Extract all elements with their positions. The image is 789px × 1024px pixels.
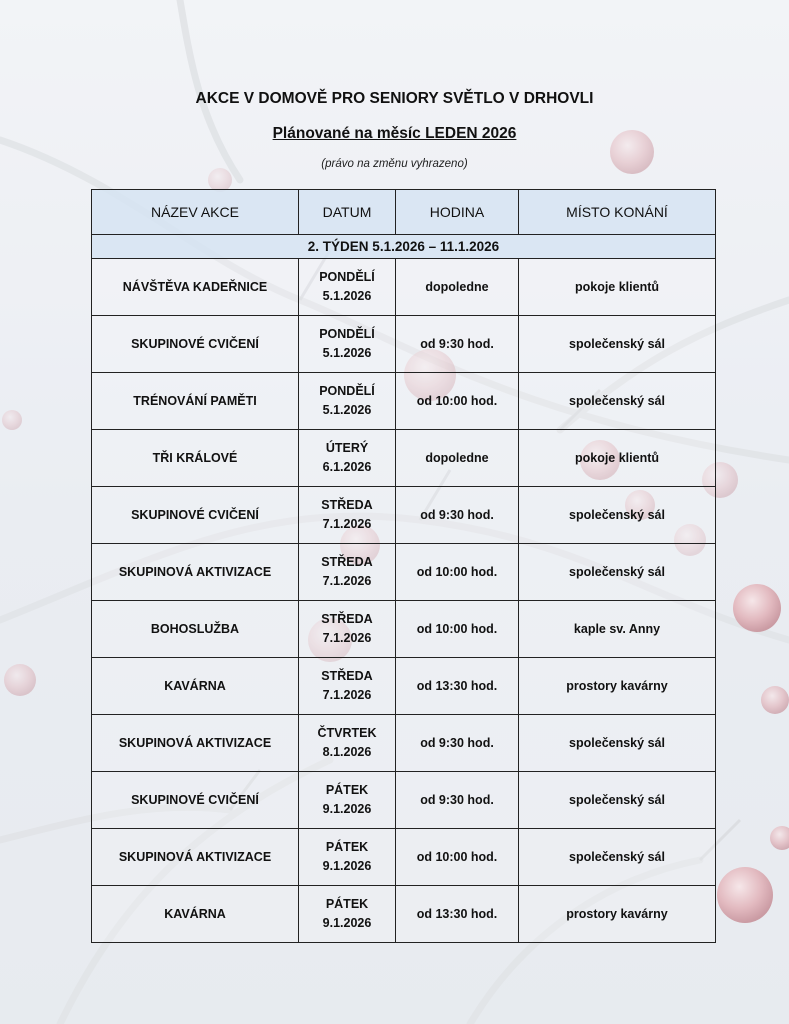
event-day: PÁTEK xyxy=(325,783,369,797)
event-date-value: 6.1.2026 xyxy=(322,460,372,474)
disclaimer-note: (právo na změnu vyhrazeno) xyxy=(321,158,468,170)
event-time: od 10:00 hod. xyxy=(396,544,519,601)
event-day: STŘEDA xyxy=(321,555,373,569)
event-place: společenský sál xyxy=(519,715,716,772)
event-time: od 9:30 hod. xyxy=(396,316,519,373)
event-date-value: 8.1.2026 xyxy=(322,745,372,759)
event-name: SKUPINOVÉ CVIČENÍ xyxy=(92,316,299,373)
event-time: od 9:30 hod. xyxy=(396,772,519,829)
event-day: PÁTEK xyxy=(325,897,369,911)
table-row xyxy=(92,772,716,829)
event-day: STŘEDA xyxy=(321,669,373,683)
column-header-time: HODINA xyxy=(396,190,519,235)
event-name: NÁVŠTĚVA KADEŘNICE xyxy=(92,259,299,316)
event-day: STŘEDA xyxy=(321,498,373,512)
event-place: společenský sál xyxy=(519,829,716,886)
event-name: SKUPINOVÁ AKTIVIZACE xyxy=(92,715,299,772)
event-name: SKUPINOVÁ AKTIVIZACE xyxy=(92,829,299,886)
event-date-value: 5.1.2026 xyxy=(322,289,372,303)
event-date-value: 9.1.2026 xyxy=(322,859,372,873)
event-place: prostory kavárny xyxy=(519,886,716,943)
events-table xyxy=(91,189,716,943)
table-row xyxy=(92,715,716,772)
column-header-place: MÍSTO KONÁNÍ xyxy=(519,190,716,235)
event-date xyxy=(299,886,396,943)
column-header-name: NÁZEV AKCE xyxy=(92,190,299,235)
table-row xyxy=(92,544,716,601)
event-date-value: 7.1.2026 xyxy=(322,574,372,588)
event-time: od 13:30 hod. xyxy=(396,658,519,715)
event-date-value: 9.1.2026 xyxy=(322,802,372,816)
column-header-date: DATUM xyxy=(299,190,396,235)
week-label: 2. TÝDEN 5.1.2026 – 11.1.2026 xyxy=(92,235,716,259)
event-date-value: 7.1.2026 xyxy=(322,688,372,702)
event-name: SKUPINOVÉ CVIČENÍ xyxy=(92,772,299,829)
event-date xyxy=(299,829,396,886)
event-date-value: 5.1.2026 xyxy=(322,403,372,417)
event-place: společenský sál xyxy=(519,487,716,544)
event-place: společenský sál xyxy=(519,544,716,601)
week-row xyxy=(92,235,716,259)
event-name: KAVÁRNA xyxy=(92,658,299,715)
page-subtitle: Plánované na měsíc LEDEN 2026 xyxy=(272,125,517,142)
event-date xyxy=(299,487,396,544)
event-place: prostory kavárny xyxy=(519,658,716,715)
table-row xyxy=(92,886,716,943)
event-time: od 13:30 hod. xyxy=(396,886,519,943)
table-row xyxy=(92,259,716,316)
event-name: TRÉNOVÁNÍ PAMĚTI xyxy=(92,373,299,430)
event-name: KAVÁRNA xyxy=(92,886,299,943)
event-name: SKUPINOVÉ CVIČENÍ xyxy=(92,487,299,544)
event-day: ČTVRTEK xyxy=(317,726,377,740)
event-date xyxy=(299,658,396,715)
event-place: společenský sál xyxy=(519,772,716,829)
event-time: od 9:30 hod. xyxy=(396,715,519,772)
event-date xyxy=(299,715,396,772)
event-place: pokoje klientů xyxy=(519,430,716,487)
event-date-value: 7.1.2026 xyxy=(322,517,372,531)
event-place: kaple sv. Anny xyxy=(519,601,716,658)
event-day: PONDĚLÍ xyxy=(319,270,375,284)
event-time: od 9:30 hod. xyxy=(396,487,519,544)
table-row xyxy=(92,601,716,658)
table-row xyxy=(92,658,716,715)
event-place: společenský sál xyxy=(519,373,716,430)
event-date xyxy=(299,373,396,430)
event-place: pokoje klientů xyxy=(519,259,716,316)
event-date xyxy=(299,772,396,829)
event-name: BOHOSLUŽBA xyxy=(92,601,299,658)
table-row xyxy=(92,487,716,544)
table-row xyxy=(92,829,716,886)
event-day: PONDĚLÍ xyxy=(319,384,375,398)
event-day: PONDĚLÍ xyxy=(319,327,375,341)
event-date-value: 7.1.2026 xyxy=(322,631,372,645)
table-row xyxy=(92,430,716,487)
event-name: TŘI KRÁLOVÉ xyxy=(92,430,299,487)
event-date-value: 5.1.2026 xyxy=(322,346,372,360)
event-time: od 10:00 hod. xyxy=(396,829,519,886)
event-date xyxy=(299,430,396,487)
event-date xyxy=(299,544,396,601)
event-date xyxy=(299,316,396,373)
event-time: dopoledne xyxy=(396,259,519,316)
event-time: dopoledne xyxy=(396,430,519,487)
event-time: od 10:00 hod. xyxy=(396,373,519,430)
event-day: STŘEDA xyxy=(321,612,373,626)
event-date xyxy=(299,259,396,316)
table-row xyxy=(92,316,716,373)
event-date xyxy=(299,601,396,658)
event-day: PÁTEK xyxy=(325,840,369,854)
table-header-row xyxy=(92,190,716,235)
table-row xyxy=(92,373,716,430)
page-title: AKCE V DOMOVĚ PRO SENIORY SVĚTLO V DRHOVLI xyxy=(195,90,594,107)
event-place: společenský sál xyxy=(519,316,716,373)
event-date-value: 9.1.2026 xyxy=(322,916,372,930)
event-time: od 10:00 hod. xyxy=(396,601,519,658)
event-name: SKUPINOVÁ AKTIVIZACE xyxy=(92,544,299,601)
event-day: ÚTERÝ xyxy=(325,441,369,455)
